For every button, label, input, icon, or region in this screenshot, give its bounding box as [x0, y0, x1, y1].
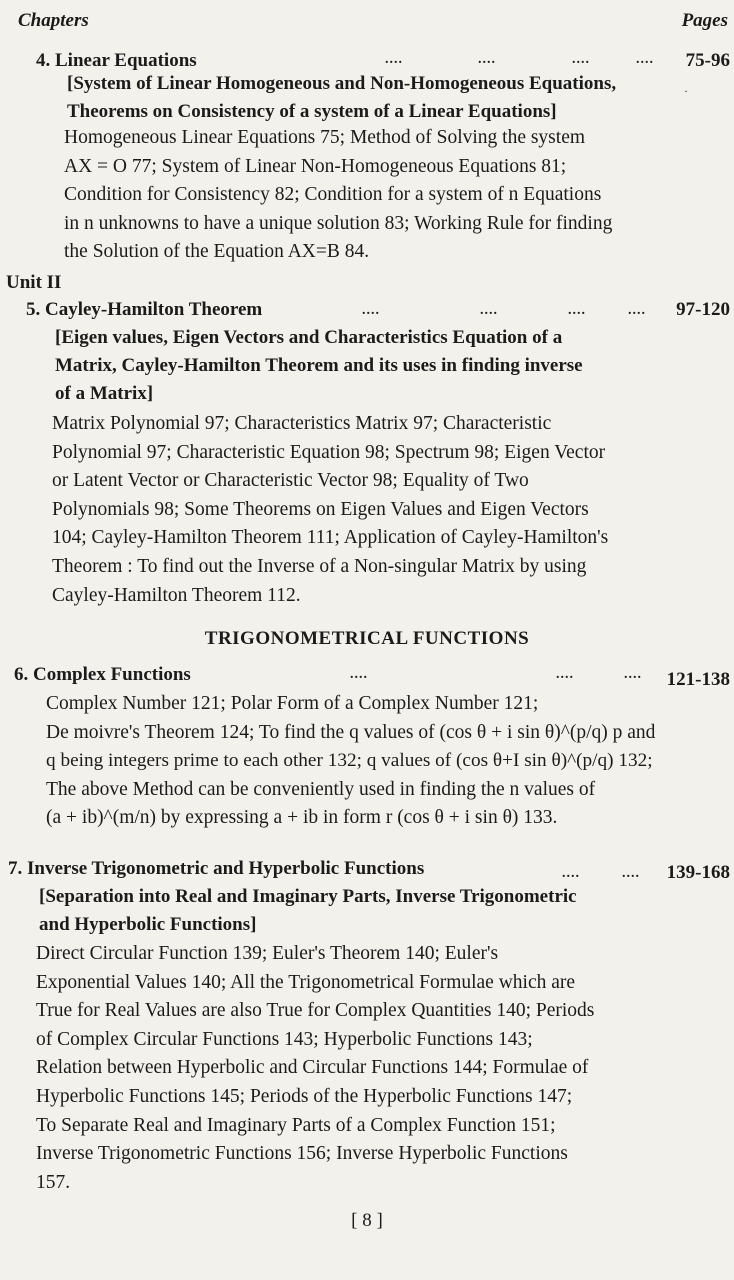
description-line: Relation between Hyperbolic and Circular Functions 144; Formulae of	[36, 1057, 589, 1079]
description-line: Homogeneous Linear Equations 75; Method of Solving the system	[64, 127, 586, 148]
description-line: Inverse Trigonometric Functions 156; Inverse Hyperbolic Functions	[36, 1143, 568, 1165]
leader-dots: ....	[622, 866, 640, 881]
leader-dots: ....	[636, 52, 654, 67]
description-line: or Latent Vector or Characteristic Vector 98; Equality of Two	[52, 470, 529, 492]
chapter-5-subtitle: [Eigen values, Eigen Vectors and Characteristics Equation of a	[55, 327, 563, 348]
chapter-5-pages: 97-120	[676, 299, 730, 320]
chapters-heading: Chapters	[18, 10, 89, 31]
chapter-7-description	[36, 940, 651, 1197]
leader-dots: ....	[480, 303, 498, 318]
chapter-4-pages: 75-96	[685, 50, 730, 71]
leader-dots: ....	[572, 52, 590, 67]
chapter-4-subtitle: [System of Linear Homogeneous and Non-Homogeneous Equations,	[67, 73, 617, 94]
section-heading: TRIGONOMETRICAL FUNCTIONS	[204, 628, 530, 649]
description-line: Exponential Values 140; All the Trigonometrical Formulae which are	[36, 971, 576, 993]
chapter-4-subtitle: Theorems on Consistency of a system of a Linear Equations]	[67, 101, 557, 122]
description-line: AX = O 77; System of Linear Non-Homogeneous Equations 81;	[64, 155, 567, 177]
description-line: De moivre's Theorem 124; To find the q values of (cos θ + i sin θ)^(p/q) p and	[46, 721, 656, 743]
chapter-4-title: 4. Linear Equations	[36, 50, 197, 71]
pages-heading: Pages	[681, 10, 728, 31]
chapter-5-title: 5. Cayley-Hamilton Theorem	[26, 299, 263, 320]
description-line: Polynomials 98; Some Theorems on Eigen Values and Eigen Vectors	[52, 498, 589, 520]
leader-dots: ....	[628, 303, 646, 318]
chapter-5-subtitle: Matrix, Cayley-Hamilton Theorem and its uses in finding inverse	[55, 355, 583, 376]
description-line: (a + ib)^(m/n) by expressing a + ib in form r (cos θ + i sin θ) 133.	[46, 807, 558, 829]
description-line: the Solution of the Equation AX=B 84.	[64, 241, 370, 263]
leader-dots: ....	[562, 866, 580, 881]
leader-dots: ....	[568, 303, 586, 318]
chapter-6-title: 6. Complex Functions	[14, 664, 191, 685]
description-line: Hyperbolic Functions 145; Periods of the Hyperbolic Functions 147;	[36, 1085, 573, 1107]
leader-dots: ....	[556, 667, 574, 682]
chapter-6-pages: 121-138	[666, 669, 730, 690]
stray-mark: ·	[684, 84, 688, 98]
chapter-7-title: 7. Inverse Trigonometric and Hyperbolic Functions	[8, 858, 425, 879]
description-line: in n unknowns to have a unique solution 83; Working Rule for finding	[64, 212, 613, 234]
chapter-6-description	[46, 690, 656, 833]
description-line: To Separate Real and Imaginary Parts of a Complex Function 151;	[36, 1114, 556, 1136]
description-line: Polynomial 97; Characteristic Equation 98; Spectrum 98; Eigen Vector	[52, 441, 606, 463]
leader-dots: ....	[385, 52, 403, 67]
description-line: The above Method can be conveniently used in finding the n values of	[46, 778, 596, 800]
description-line: Theorem : To find out the Inverse of a Non-singular Matrix by using	[52, 555, 587, 577]
chapter-5-subtitle: of a Matrix]	[55, 383, 154, 404]
description-line: Matrix Polynomial 97; Characteristics Matrix 97; Characteristic	[52, 413, 552, 434]
leader-dots: ....	[362, 303, 380, 318]
description-line: True for Real Values are also True for Complex Quantities 140; Periods	[36, 1000, 595, 1022]
description-line: Complex Number 121; Polar Form of a Complex Number 121;	[46, 693, 539, 714]
chapter-7-pages: 139-168	[666, 862, 730, 883]
description-line: 157.	[36, 1171, 71, 1193]
leader-dots: ....	[624, 667, 642, 682]
chapter-7-subtitle: [Separation into Real and Imaginary Parts, Inverse Trigonometric	[39, 886, 577, 907]
chapter-5-description	[52, 410, 652, 610]
page-number: [ 8 ]	[351, 1210, 383, 1231]
description-line: Cayley-Hamilton Theorem 112.	[52, 584, 301, 606]
chapter-4-description	[64, 124, 654, 267]
leader-dots: ....	[478, 52, 496, 67]
unit-heading: Unit II	[6, 272, 62, 293]
description-line: of Complex Circular Functions 143; Hyperbolic Functions 143;	[36, 1028, 533, 1050]
leader-dots: ....	[350, 667, 368, 682]
description-line: Condition for Consistency 82; Condition for a system of n Equations	[64, 184, 602, 206]
description-line: q being integers prime to each other 132; q values of (cos θ+I sin θ)^(p/q) 132;	[46, 750, 653, 772]
description-line: 104; Cayley-Hamilton Theorem 111; Application of Cayley-Hamilton's	[52, 527, 609, 549]
chapter-7-subtitle: and Hyperbolic Functions]	[39, 914, 257, 935]
description-line: Direct Circular Function 139; Euler's Theorem 140; Euler's	[36, 943, 499, 964]
